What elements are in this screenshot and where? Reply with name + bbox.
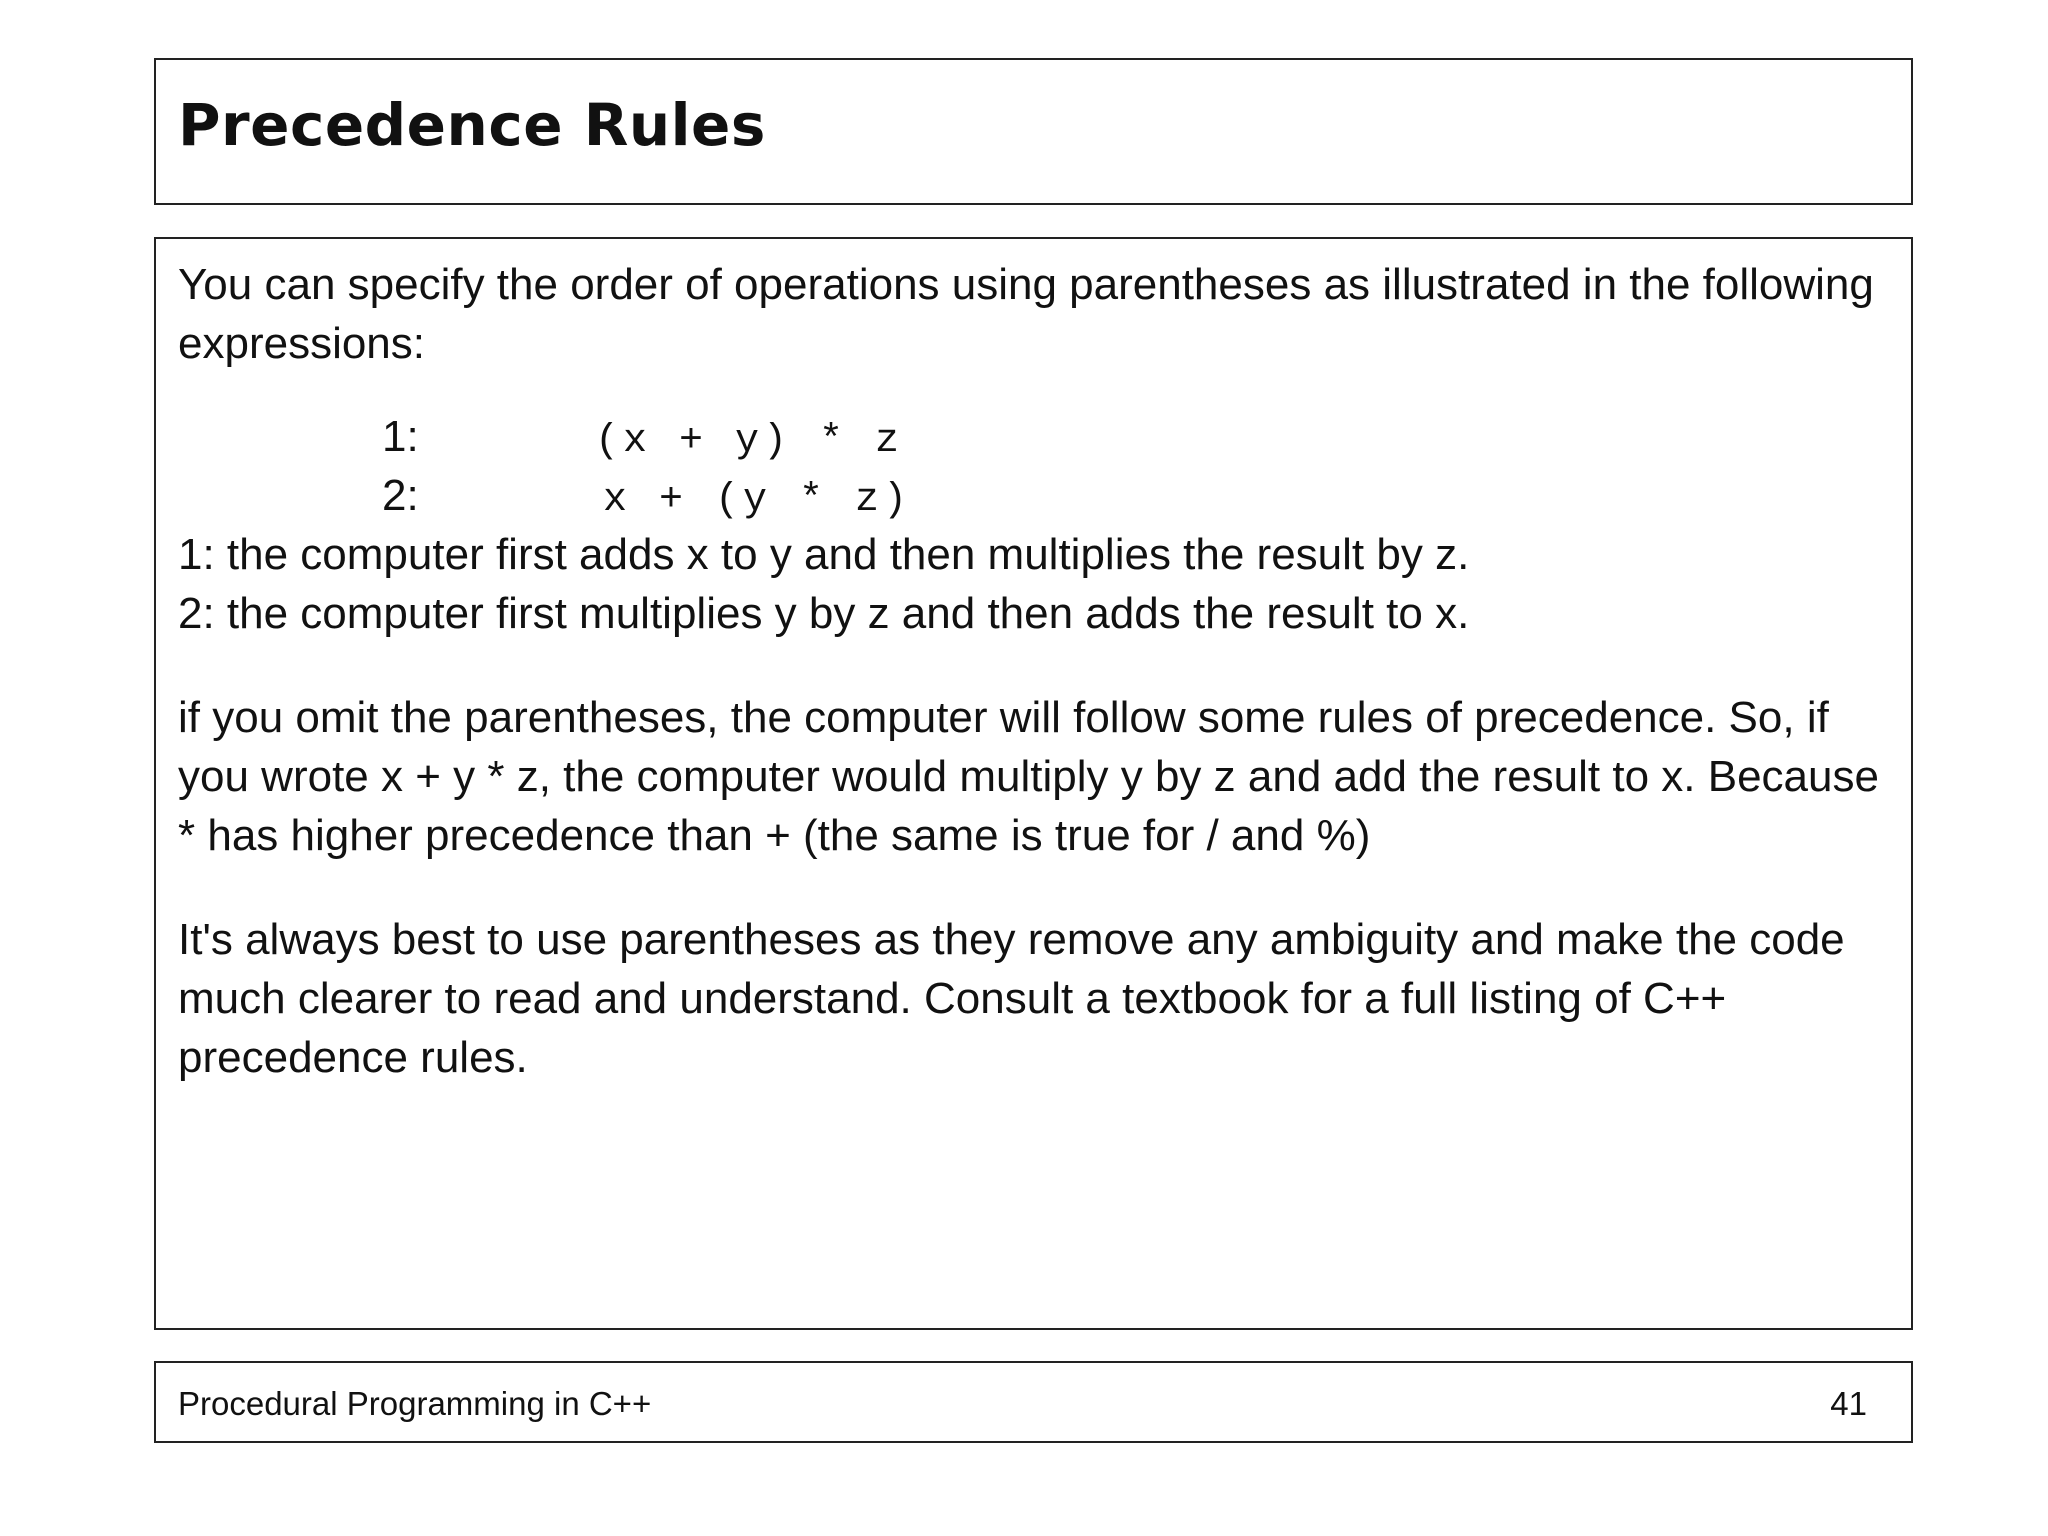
explanation-line-2: 2: the computer first multiplies y by z and then adds the result to x. [178,589,1470,638]
explanation-line-1: 1: the computer first adds x to y and then multiplies the result by z. [178,530,1470,579]
slide-title: Precedence Rules [178,91,766,159]
expression-row [178,407,1891,466]
precedence-paragraph: if you omit the parentheses, the computer will follow some rules of precedence. So, if you wrote x + y * z, the computer would multiply y by z and add the result to x. Because * has higher precedence than + (the same is true for / and %) [178,693,1879,860]
expression-row [178,466,1891,525]
expression-code: (x + y) * z [595,419,904,464]
title-box [154,58,1913,205]
footer-box [154,1361,1913,1443]
content-body [178,255,1891,1087]
intro-paragraph: You can specify the order of operations using parentheses as illustrated in the following expressions: [178,260,1874,368]
advice-paragraph: It's always best to use parentheses as they remove any ambiguity and make the code much clearer to read and understand. Consult a textbook for a full listing of C++ precedence rules. [178,915,1845,1082]
expression-code: x + (y * z) [603,478,912,523]
footer-page-number: 41 [1830,1385,1867,1422]
expression-number: 2: [382,471,419,520]
footer-course-title: Procedural Programming in C++ [178,1385,652,1422]
content-box [154,237,1913,1330]
expression-list [178,407,1891,525]
expression-number: 1: [382,412,419,461]
